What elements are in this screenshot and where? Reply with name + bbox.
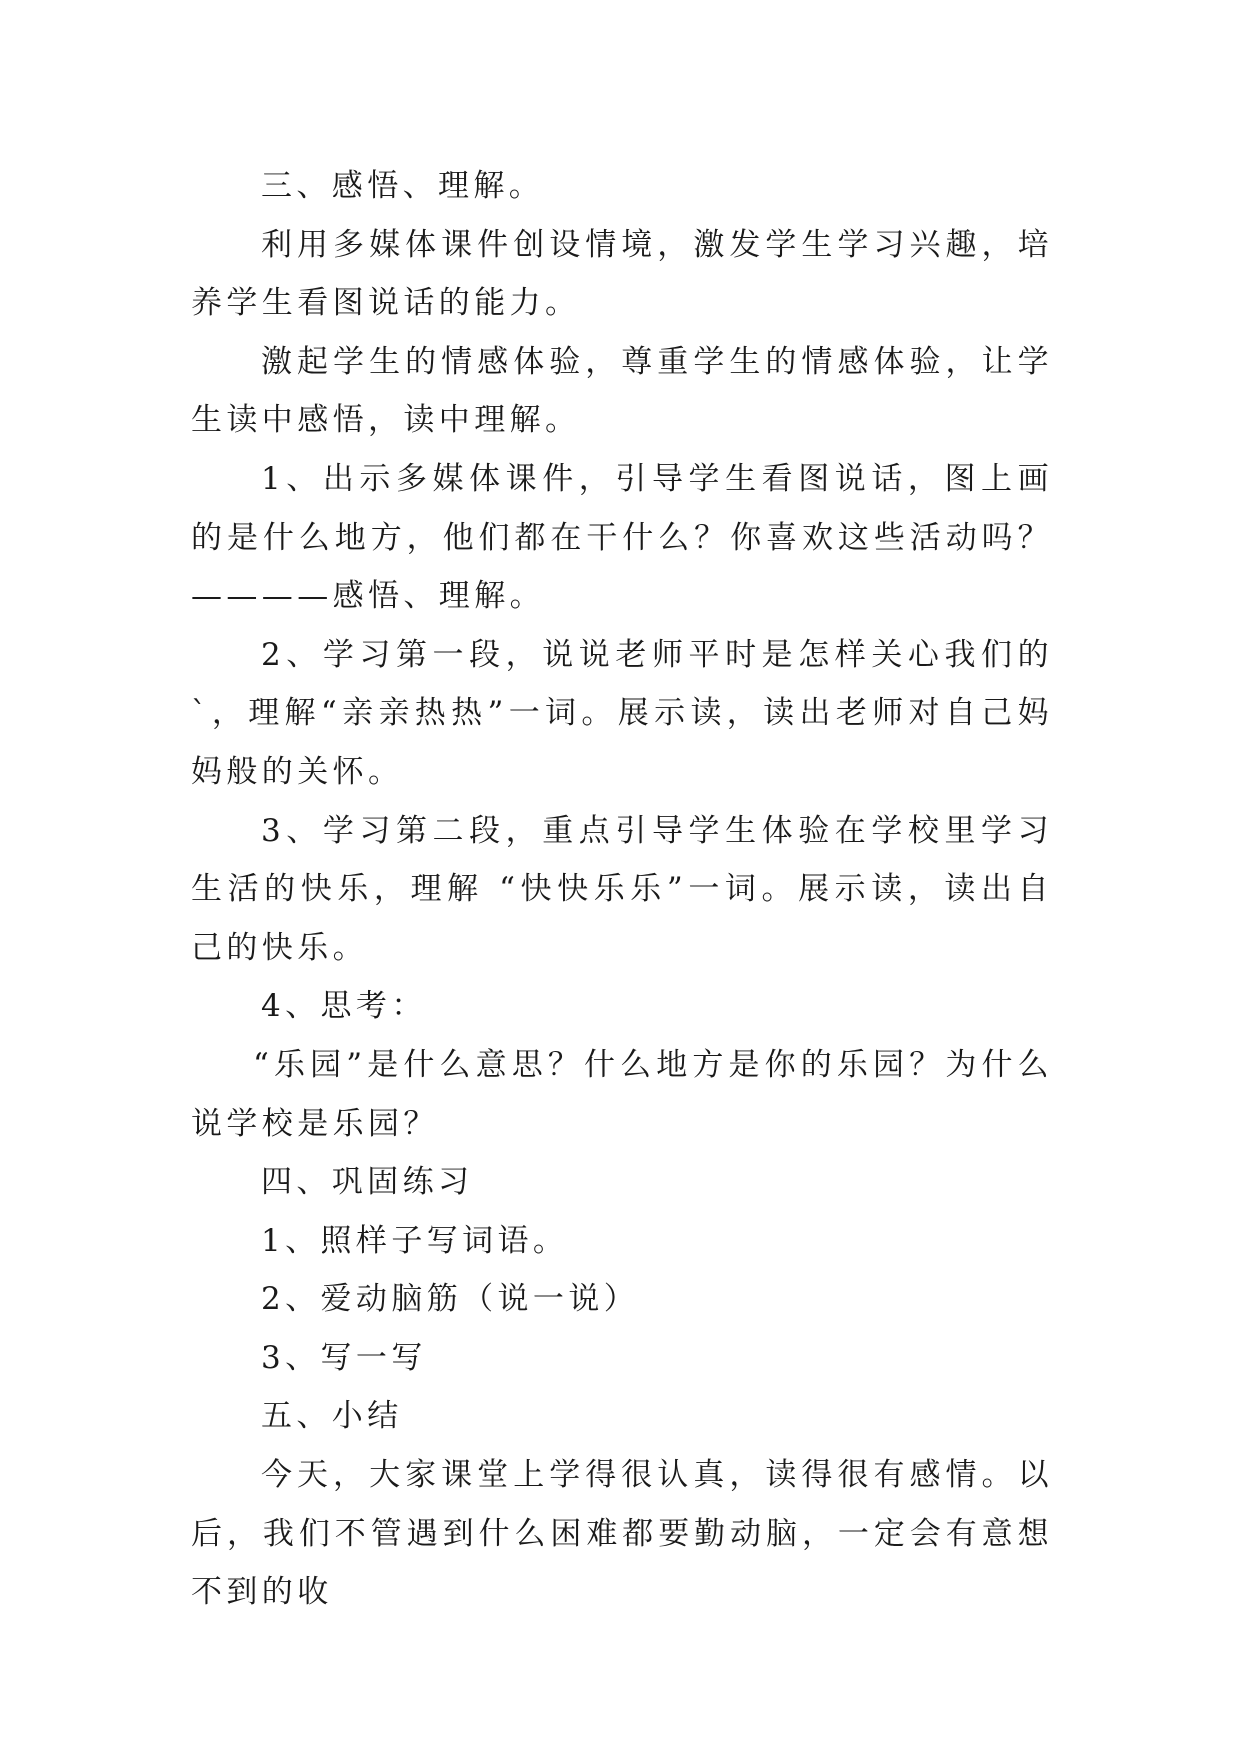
paragraph: 今天，大家课堂上学得很认真，读得很有感情。以后，我们不管遇到什么困难都要勤动脑，一定会有意想不到的收: [191, 1457, 1053, 1611]
list-item: 1、出示多媒体课件，引导学生看图说话，图上画的是什么地方，他们都在干什么？你喜欢这些活动吗？————感悟、理解。: [191, 460, 1053, 615]
paragraph: “乐园”是什么意思？什么地方是你的乐园？为什么说学校是乐园？: [191, 1046, 1053, 1142]
list-item: 1、照样子写词语。: [261, 1222, 569, 1259]
list-item: 2、学习第一段，说说老师平时是怎样关心我们的`，理解“亲亲热热”一词。展示读，读出老师对自己妈妈般的关怀。: [191, 636, 1053, 790]
section-heading-summary: 五、小结: [261, 1398, 403, 1435]
document-body: [191, 157, 1053, 1622]
list-item: 3、写一写: [261, 1339, 427, 1376]
section-heading-understanding: 三、感悟、理解。: [261, 168, 545, 204]
paragraph: 利用多媒体课件创设情境，激发学生学习兴趣，培养学生看图说话的能力。: [191, 226, 1053, 322]
paragraph: 激起学生的情感体验，尊重学生的情感体验，让学生读中感悟，读中理解。: [191, 343, 1053, 439]
list-item: 2、爱动脑筋（说一说）: [261, 1281, 640, 1318]
list-item: 3、学习第二段，重点引导学生体验在学校里学习生活的快乐，理解 “快快乐乐”一词。展示读，读出自己的快乐。: [191, 812, 1053, 966]
section-heading-practice: 四、巩固练习: [261, 1164, 474, 1201]
list-item: 4、思考：: [261, 988, 427, 1025]
